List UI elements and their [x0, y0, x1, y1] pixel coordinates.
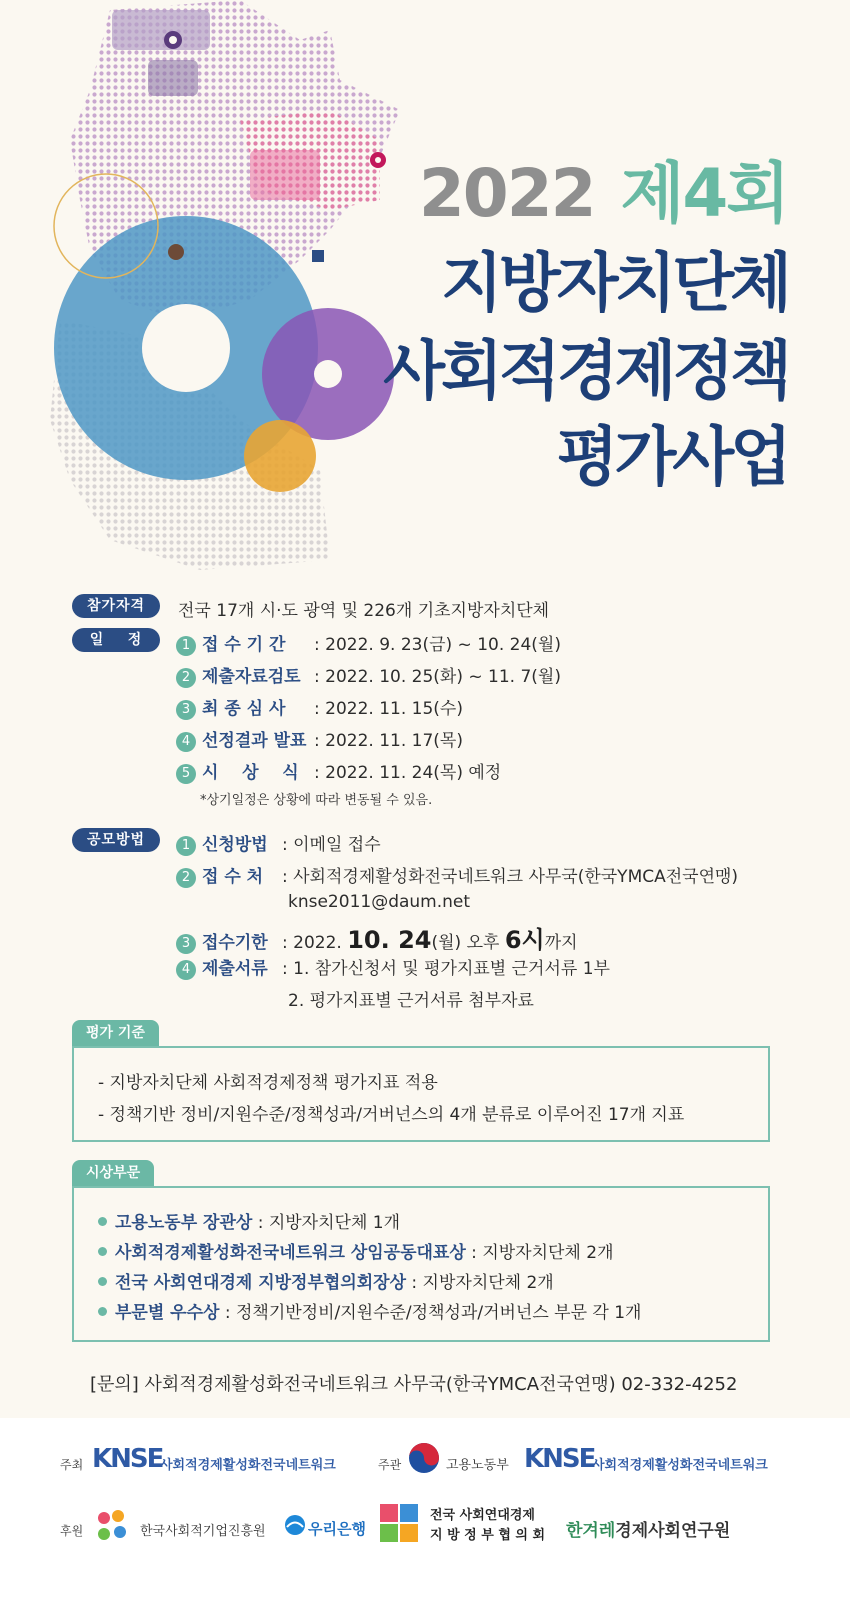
- criteria-tab: 평가 기준: [72, 1020, 159, 1046]
- schedule-item-value: : 2022. 10. 25(화) ~ 11. 7(월): [314, 667, 561, 687]
- title-line-2: 사회적경제정책: [383, 335, 788, 409]
- deadline-date: 10. 24: [347, 926, 432, 954]
- award-item: [98, 1208, 400, 1233]
- knse-logo: KNSE: [92, 1444, 163, 1474]
- host-name: 사회적경제활성화전국네트워크: [160, 1458, 336, 1473]
- year-text: 2022: [418, 155, 595, 232]
- deadline-time: 6시: [504, 926, 545, 954]
- sponsor2-name: 우리은행: [308, 1520, 366, 1538]
- eligibility-text: 전국 17개 시·도 광역 및 226개 기초지방자치단체: [178, 601, 550, 621]
- criteria-line: - 정책기반 정비/지원수준/정책성과/거버넌스의 4개 분류로 이루어진 17개 지표: [98, 1105, 685, 1125]
- schedule-item: [176, 694, 463, 720]
- award-name: 부문별 우수상: [115, 1303, 220, 1323]
- application-item: [176, 862, 738, 888]
- contact-info: [문의] 사회적경제활성화전국네트워크 사무국(한국YMCA전국연맹) 02-332-4252: [90, 1374, 738, 1395]
- number-badge: 4: [176, 732, 196, 752]
- application-item-value: : 1. 참가신청서 및 평가지표별 근거서류 1부: [282, 959, 610, 979]
- sponsor4-b: 경제사회연구원: [615, 1521, 731, 1541]
- schedule-item-value: : 2022. 11. 24(목) 예정: [314, 763, 502, 783]
- deadline-suffix: 까지: [544, 933, 578, 953]
- hero-illustration: [0, 0, 850, 590]
- sponsor4-a: 한겨레: [566, 1521, 616, 1541]
- title-line-1: 지방자치단체: [441, 247, 788, 321]
- number-badge: 3: [176, 700, 196, 720]
- sponsor1-name: 한국사회적기업진흥원: [140, 1524, 266, 1539]
- application-item-label: 접수기한: [202, 933, 268, 953]
- number-badge: 1: [176, 836, 196, 856]
- awards-box: [72, 1186, 770, 1342]
- bullet-icon: [98, 1307, 107, 1316]
- host-label: 주최: [60, 1458, 84, 1472]
- schedule-item-label: 최 종 심 사: [202, 699, 286, 719]
- awards-tab: 시상부문: [72, 1160, 154, 1186]
- bullet-icon: [98, 1217, 107, 1226]
- number-badge: 3: [176, 934, 196, 954]
- award-name: 고용노동부 장관상: [115, 1213, 253, 1233]
- schedule-item-label: 시 상 식: [202, 763, 299, 783]
- schedule-item-value: : 2022. 11. 17(목): [314, 731, 463, 751]
- application-email: knse2011@daum.net: [288, 892, 471, 912]
- woori-logo-icon: [284, 1514, 306, 1536]
- solidarity-council-logo-icon: [378, 1500, 422, 1548]
- award-value: : 지방자치단체 1개: [252, 1213, 401, 1233]
- application-item-label: 제출서류: [202, 959, 268, 979]
- schedule-item-value: : 2022. 11. 15(수): [314, 699, 463, 719]
- award-item: [98, 1298, 641, 1323]
- schedule-note: *상기일정은 상황에 따라 변동될 수 있음.: [200, 793, 433, 808]
- criteria-line: - 지방자치단체 사회적경제정책 평가지표 적용: [98, 1073, 438, 1093]
- number-badge: 2: [176, 668, 196, 688]
- award-value: : 정책기반정비/지원수준/정책성과/거버넌스 부문 각 1개: [219, 1303, 642, 1323]
- title-line-3: 평가사업: [556, 421, 788, 495]
- number-badge: 4: [176, 960, 196, 980]
- deadline-mid: (월) 오후: [431, 933, 505, 953]
- organizer-label: 주관: [378, 1458, 402, 1472]
- bullet-icon: [98, 1277, 107, 1286]
- schedule-label: 일 정: [72, 628, 160, 652]
- kosea-logo-icon: [92, 1506, 132, 1546]
- award-item: [98, 1268, 554, 1293]
- bullet-icon: [98, 1247, 107, 1256]
- sponsor-label: 후원: [60, 1524, 84, 1538]
- title-year: [419, 140, 788, 235]
- sponsor3-line1: 전국 사회연대경제: [430, 1508, 535, 1523]
- award-item: [98, 1238, 614, 1263]
- schedule-item-value: : 2022. 9. 23(금) ~ 10. 24(월): [314, 635, 561, 655]
- schedule-item: [176, 726, 463, 752]
- application-docs-2: 2. 평가지표별 근거서류 첨부자료: [288, 991, 534, 1011]
- organizer2-name: 사회적경제활성화전국네트워크: [592, 1458, 768, 1473]
- application-item: [176, 920, 578, 955]
- eligibility-label: 참가자격: [72, 594, 160, 618]
- schedule-item-label: 제출자료검토: [202, 667, 301, 687]
- application-label: 공모방법: [72, 828, 160, 852]
- award-value: : 지방자치단체 2개: [406, 1273, 554, 1293]
- number-badge: 2: [176, 868, 196, 888]
- schedule-item: [176, 758, 501, 784]
- sponsor4-name: [566, 1516, 730, 1541]
- footer-logos: [0, 1418, 850, 1612]
- schedule-item: [176, 662, 561, 688]
- application-item-label: 신청방법: [202, 835, 268, 855]
- application-item: [176, 830, 381, 856]
- schedule-item: [176, 630, 561, 656]
- moel-emblem-icon: [408, 1442, 440, 1474]
- number-badge: 1: [176, 636, 196, 656]
- application-item-value: : 이메일 접수: [282, 835, 381, 855]
- edition-text: 제4회: [620, 155, 788, 232]
- deadline-prefix: : 2022.: [282, 933, 348, 953]
- knse-logo: KNSE: [524, 1444, 595, 1474]
- number-badge: 5: [176, 764, 196, 784]
- schedule-item-label: 접 수 기 간: [202, 635, 286, 655]
- application-item-value: : 사회적경제활성화전국네트워크 사무국(한국YMCA전국연맹): [282, 867, 739, 887]
- schedule-item-label: 선정결과 발표: [202, 731, 307, 751]
- award-name: 사회적경제활성화전국네트워크 상임공동대표상: [115, 1243, 466, 1263]
- award-name: 전국 사회연대경제 지방정부협의회장상: [115, 1273, 407, 1293]
- award-value: : 지방자치단체 2개: [465, 1243, 614, 1263]
- criteria-box: [72, 1046, 770, 1142]
- sponsor3-line2: 지 방 정 부 협 의 회: [430, 1528, 546, 1543]
- application-item: [176, 954, 610, 980]
- application-item-label: 접 수 처: [202, 867, 264, 887]
- organizer1-name: 고용노동부: [446, 1458, 509, 1473]
